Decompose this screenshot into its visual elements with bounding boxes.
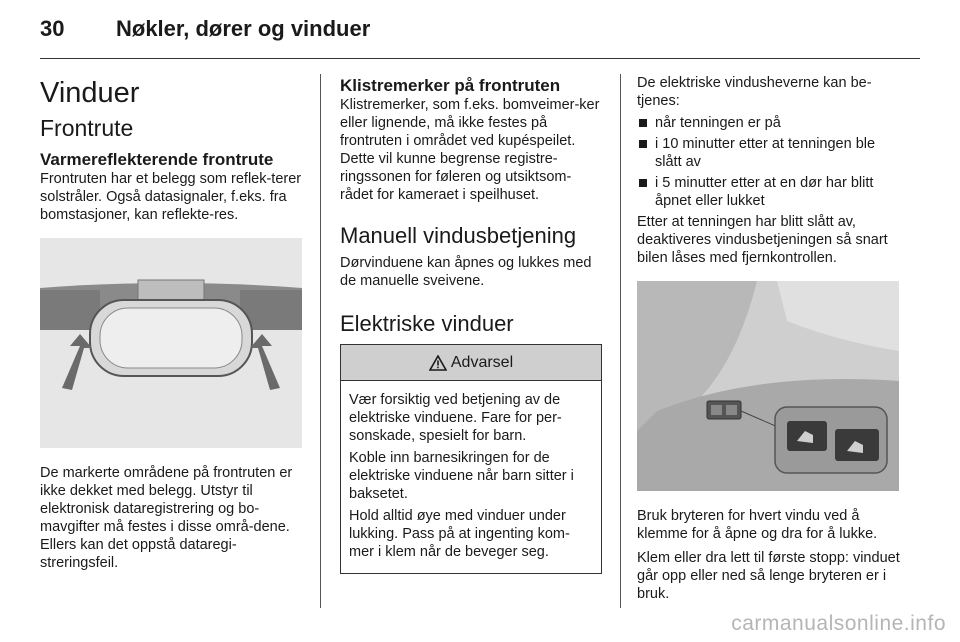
watermark: carmanualsonline.info [731,612,946,635]
paragraph-stickers: Klistremerker, som f.eks. bomveimer-ker eller lignende, må ikke festes på frontruten i området ved kupéspeilet. Dette vil kunne begrense registre-ringssonen for føleren og utsiktsom-rådet for kameraet i speilhuset. [340,97,600,203]
column-3 [637,74,900,603]
list-item: når tenningen er på [637,114,900,132]
warning-paragraph-2: Koble inn barnesikringen for de elektriske vinduene når barn sitter i baksetet. [349,450,574,502]
warning-triangle-icon [429,355,447,371]
column-1 [40,74,304,572]
heading-vinduer: Vinduer [40,77,140,109]
list-item: i 10 minutter etter at tenningen ble slått av [637,135,900,171]
heading-manuell: Manuell vindusbetjening [340,223,577,248]
paragraph-uncoated-areas: De markerte områdene på frontruten er ikke dekket med belegg. Utstyr til elektronisk dataregistrering og bo-mavgifter må festes i disse områ-dene. Ellers kan det oppstå dataregi-streringsfeil. [40,465,293,571]
warning-paragraph-1: Vær forsiktig ved betjening av de elektriske vinduene. Fare for per-sonskade, spesielt for barn. [349,392,562,444]
paragraph-first-stop: Klem eller dra lett til første stopp: vinduet går opp eller ned så lenge bryteren er i bruk. [637,550,900,602]
heading-varmereflekterende: Varmereflekterende frontrute [40,150,274,169]
mirror-illustration [40,238,302,448]
paragraph-deactivation: Etter at tenningen har blitt slått av, deaktiveres vindusbetjeningen så snart bilen låses med fjernkontrollen. [637,214,888,266]
mirror-illustration-svg [40,238,302,448]
window-switch-illustration [637,281,899,491]
paragraph-switch-use: Bruk bryteren for hvert vindu ved å klemme for å åpne og dra for å lukke. [637,508,878,542]
page-header [40,12,920,52]
column-divider [620,74,621,608]
window-switch-svg [637,281,899,491]
conditions-list [637,114,900,210]
warning-title-bar [341,345,601,381]
paragraph-manual: Dørvinduene kan åpnes og lukkes med de manuelle sveivene. [340,255,592,289]
chapter-title: Nøkler, dører og vinduer [116,16,371,41]
heading-klistremerker: Klistremerker på frontruten [340,76,561,95]
warning-box [340,344,602,574]
header-rule [40,58,920,59]
list-item: i 5 minutter etter at en dør har blitt åpnet eller lukket [637,174,900,210]
warning-title: Advarsel [450,353,514,371]
heading-frontrute: Frontrute [40,115,134,141]
heading-elektriske: Elektriske vinduer [340,311,514,336]
paragraph-operable: De elektriske vindusheverne kan be-tjenes: [637,75,872,109]
warning-paragraph-3: Hold alltid øye med vinduer under lukking. Pass på at ingenting kom-mer i klem når de beveger seg. [349,508,570,560]
column-divider [320,74,321,608]
column-2 [340,74,602,574]
warning-body [341,381,601,573]
page-number: 30 [40,16,65,41]
paragraph-coating: Frontruten har et belegg som reflek-terer solstråler. Også datasignaler, f.eks. fra bomstasjoner, kan reflekte-res. [40,171,302,223]
